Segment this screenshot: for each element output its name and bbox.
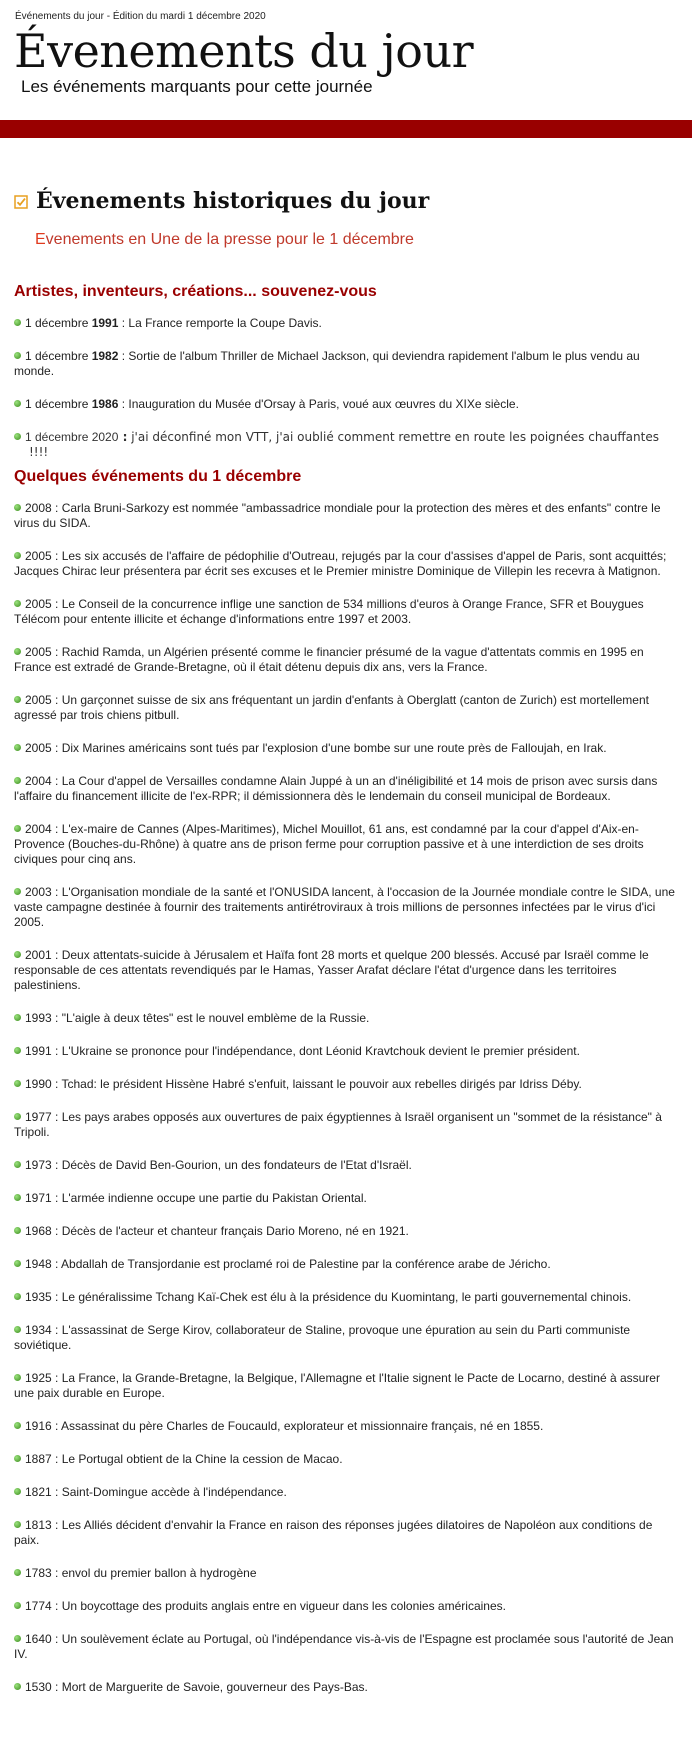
event-item — [14, 1680, 676, 1695]
user-comment-date: 1 décembre 2020 — [25, 430, 119, 444]
bullet-icon — [14, 825, 21, 832]
event-item — [14, 1632, 676, 1662]
event-text: 1971 : L'armée indienne occupe une partie du Pakistan Oriental. — [25, 1191, 367, 1205]
bullet-icon — [14, 400, 21, 407]
event-text: 1640 : Un soulèvement éclate au Portugal, où l'indépendance vis-à-vis de l'Espagne est proclamée sous l'autorité de Jean IV. — [14, 1632, 674, 1661]
bullet-icon — [14, 1113, 21, 1120]
bullet-icon — [14, 1260, 21, 1267]
bullet-icon — [14, 504, 21, 511]
bullet-icon — [14, 888, 21, 895]
event-text: 2005 : Le Conseil de la concurrence inflige une sanction de 534 millions d'euros à Orange France, SFR et Bouygues Télécom pour entente illicite et échange d'informations entre 1997 et 2003. — [14, 597, 644, 626]
event-item — [14, 1290, 676, 1305]
bullet-icon — [14, 1488, 21, 1495]
bullet-icon — [14, 1569, 21, 1576]
event-text: 1991 : L'Ukraine se prononce pour l'indépendance, dont Léonid Kravtchouk devient le premier président. — [25, 1044, 580, 1058]
bullet-icon — [14, 1374, 21, 1381]
item-date: 1 décembre — [25, 316, 92, 330]
event-item — [14, 1077, 676, 1092]
event-item — [14, 549, 676, 579]
event-text: 1934 : L'assassinat de Serge Kirov, collaborateur de Staline, provoque une épuration au sein du Parti communiste soviétique. — [14, 1323, 631, 1352]
bullet-icon — [14, 1194, 21, 1201]
bullet-icon — [14, 1161, 21, 1168]
events-heading: Quelques événements du 1 décembre — [14, 468, 302, 485]
bullet-icon — [14, 1293, 21, 1300]
item-year: 1982 — [91, 349, 119, 363]
bullet-icon — [14, 1422, 21, 1429]
event-item — [14, 822, 676, 867]
event-item — [14, 645, 676, 675]
bullet-icon — [14, 1602, 21, 1609]
event-text: 2004 : La Cour d'appel de Versailles condamne Alain Juppé à un an d'inéligibilité et 14 mois de prison avec sursis dans l'affaire du financement illicite de l'ex-RPR; il démissionnera dès le lendemain du conseil municipal de Bordeaux. — [14, 774, 658, 803]
event-text: 1973 : Décès de David Ben-Gourion, un des fondateurs de l'Etat d'Israël. — [25, 1158, 412, 1172]
event-text: 1783 : envol du premier ballon à hydrogène — [25, 1566, 257, 1580]
bullet-icon — [14, 1683, 21, 1690]
event-text: 1774 : Un boycottage des produits anglais entre en vigueur dans les colonies américaines. — [25, 1599, 506, 1613]
item-date: 1 décembre — [25, 349, 92, 363]
bullet-icon — [14, 1014, 21, 1021]
event-text: 2005 : Rachid Ramda, un Algérien présenté comme le financier présumé de la vague d'attentats commis en 1995 en France est extradé de Grande-Bretagne, où il était détenu depuis dix ans, vers la France. — [14, 645, 644, 674]
event-item — [14, 1371, 676, 1401]
event-text: 1977 : Les pays arabes opposés aux ouvertures de paix égyptiennes à Israël organisent un "sommet de la résistance" à Tripoli. — [14, 1110, 662, 1139]
bullet-icon — [14, 433, 21, 440]
bullet-icon — [14, 696, 21, 703]
user-comment-item — [14, 430, 676, 460]
event-item — [14, 597, 676, 627]
event-text: 1821 : Saint-Domingue accède à l'indépendance. — [25, 1485, 287, 1499]
event-item — [14, 885, 676, 930]
main-content — [14, 283, 676, 1713]
event-item — [14, 1044, 676, 1059]
artists-list — [14, 316, 676, 460]
bullet-icon — [14, 951, 21, 958]
bullet-icon — [14, 600, 21, 607]
event-text: 2005 : Les six accusés de l'affaire de pédophilie d'Outreau, rejugés par la cour d'assises d'appel de Paris, sont acquittés; Jacques Chirac leur présentera par écrit ses excuses et le Premier ministre Dominique de Villepin les recevra à Matignon. — [14, 549, 667, 578]
item-text: : Sortie de l'album Thriller de Michael Jackson, qui deviendra rapidement l'album le plus vendu au monde. — [14, 349, 640, 378]
events-list — [14, 501, 676, 1695]
event-item — [14, 1566, 676, 1581]
event-text: 1948 : Abdallah de Transjordanie est proclamé roi de Palestine par la conférence arabe de Jéricho. — [25, 1257, 551, 1271]
user-comment-colon: : — [118, 430, 128, 444]
artist-item — [14, 349, 676, 379]
event-text: 2004 : L'ex-maire de Cannes (Alpes-Maritimes), Michel Mouillot, 61 ans, est condamné par la cour d'appel d'Aix-en-Provence (Bouches-du-Rhône) à quatre ans de prison ferme pour corruption passive et à une interdiction de ses droits civiques pour cinq ans. — [14, 822, 644, 866]
event-item — [14, 1518, 676, 1548]
artist-item — [14, 316, 676, 331]
artists-heading: Artistes, inventeurs, créations... souvenez-vous — [14, 283, 377, 300]
event-item — [14, 501, 676, 531]
bullet-icon — [14, 1326, 21, 1333]
event-text: 2008 : Carla Bruni-Sarkozy est nommée "ambassadrice mondiale pour la protection des mères et des enfants" contre le virus du SIDA. — [14, 501, 661, 530]
item-year: 1991 — [91, 316, 119, 330]
bullet-icon — [14, 319, 21, 326]
event-text: 1813 : Les Alliés décident d'envahir la France en raison des réponses jugées dilatoires de Napoléon aux conditions de paix. — [14, 1518, 653, 1547]
press-link-text: venements en Une de la presse pour le 1 décembre — [45, 231, 414, 248]
item-year: 1986 — [91, 397, 119, 411]
bullet-icon — [14, 744, 21, 751]
event-item — [14, 1110, 676, 1140]
bullet-icon — [14, 1227, 21, 1234]
item-text: : La France remporte la Coupe Davis. — [118, 316, 322, 330]
event-text: 1935 : Le généralissime Tchang Kaï-Chek est élu à la présidence du Kuomintang, le parti gouvernemental chinois. — [25, 1290, 632, 1304]
bullet-icon — [14, 1635, 21, 1642]
event-text: 1925 : La France, la Grande-Bretagne, la Belgique, l'Allemagne et l'Italie signent le Pacte de Locarno, destiné à assurer une paix durable en Europe. — [14, 1371, 660, 1400]
artist-item — [14, 397, 676, 412]
event-item — [14, 1599, 676, 1614]
event-item — [14, 1485, 676, 1500]
event-item — [14, 1452, 676, 1467]
banner-bar — [0, 120, 692, 138]
site-subtitle: Les événements marquants pour cette journée — [21, 77, 373, 96]
bullet-icon — [14, 1080, 21, 1087]
event-item — [14, 1224, 676, 1239]
bullet-icon — [14, 1047, 21, 1054]
event-text: 1993 : "L'aigle à deux têtes" est le nouvel emblème de la Russie. — [25, 1011, 370, 1025]
event-text: 1916 : Assassinat du père Charles de Foucauld, explorateur et missionnaire français, né en 1855. — [25, 1419, 544, 1433]
event-item — [14, 1158, 676, 1173]
event-text: 1968 : Décès de l'acteur et chanteur français Dario Moreno, né en 1921. — [25, 1224, 409, 1238]
section-heading — [14, 188, 429, 214]
item-text: : Inauguration du Musée d'Orsay à Paris, voué aux œuvres du XIXe siècle. — [118, 397, 519, 411]
event-text: 1530 : Mort de Marguerite de Savoie, gouverneur des Pays-Bas. — [25, 1680, 368, 1694]
event-text: 1990 : Tchad: le président Hissène Habré s'enfuit, laissant le pouvoir aux rebelles dirigés par Idriss Déby. — [25, 1077, 582, 1091]
bullet-icon — [14, 552, 21, 559]
event-item — [14, 693, 676, 723]
event-item — [14, 1419, 676, 1434]
event-text: 1887 : Le Portugal obtient de la Chine la cession de Macao. — [25, 1452, 343, 1466]
event-item — [14, 948, 676, 993]
edition-line: Événements du jour - Édition du mardi 1 décembre 2020 — [15, 11, 266, 22]
press-link-first-letter: E — [35, 231, 46, 248]
event-text: 2005 : Un garçonnet suisse de six ans fréquentant un jardin d'enfants à Oberglatt (canton de Zurich) est mortellement agressé par trois chiens pitbull. — [14, 693, 649, 722]
bullet-icon — [14, 648, 21, 655]
bullet-icon — [14, 1521, 21, 1528]
press-link[interactable] — [35, 231, 414, 249]
bullet-icon — [14, 777, 21, 784]
event-item — [14, 1191, 676, 1206]
bullet-icon — [14, 1455, 21, 1462]
event-item — [14, 774, 676, 804]
event-text: 2003 : L'Organisation mondiale de la santé et l'ONUSIDA lancent, à l'occasion de la Journée mondiale contre le SIDA, une vaste campagne destinée à fournir des traitements antirétroviraux à trois millions de personnes infectées par le virus d'ici 2005. — [14, 885, 675, 929]
checkbox-icon — [14, 195, 28, 209]
site-title[interactable]: Évenements du jour — [14, 24, 474, 78]
user-comment-text: j'ai déconfiné mon VTT, j'ai oublié comment remettre en route les poignées chauffantes !!!! — [29, 430, 659, 459]
bullet-icon — [14, 352, 21, 359]
event-text: 2001 : Deux attentats-suicide à Jérusalem et Haïfa font 28 morts et quelque 200 blessés. Accusé par Israël comme le responsable de ces attentats revendiqués par le Hamas, Yasser Arafat déclare l'état d'urgence dans les territoires palestiniens. — [14, 948, 649, 992]
event-item — [14, 741, 676, 756]
item-date: 1 décembre — [25, 397, 92, 411]
event-item — [14, 1323, 676, 1353]
section-title: Évenements historiques du jour — [36, 188, 430, 214]
event-item — [14, 1011, 676, 1026]
event-text: 2005 : Dix Marines américains sont tués par l'explosion d'une bombe sur une route près de Falloujah, en Irak. — [25, 741, 607, 755]
event-item — [14, 1257, 676, 1272]
